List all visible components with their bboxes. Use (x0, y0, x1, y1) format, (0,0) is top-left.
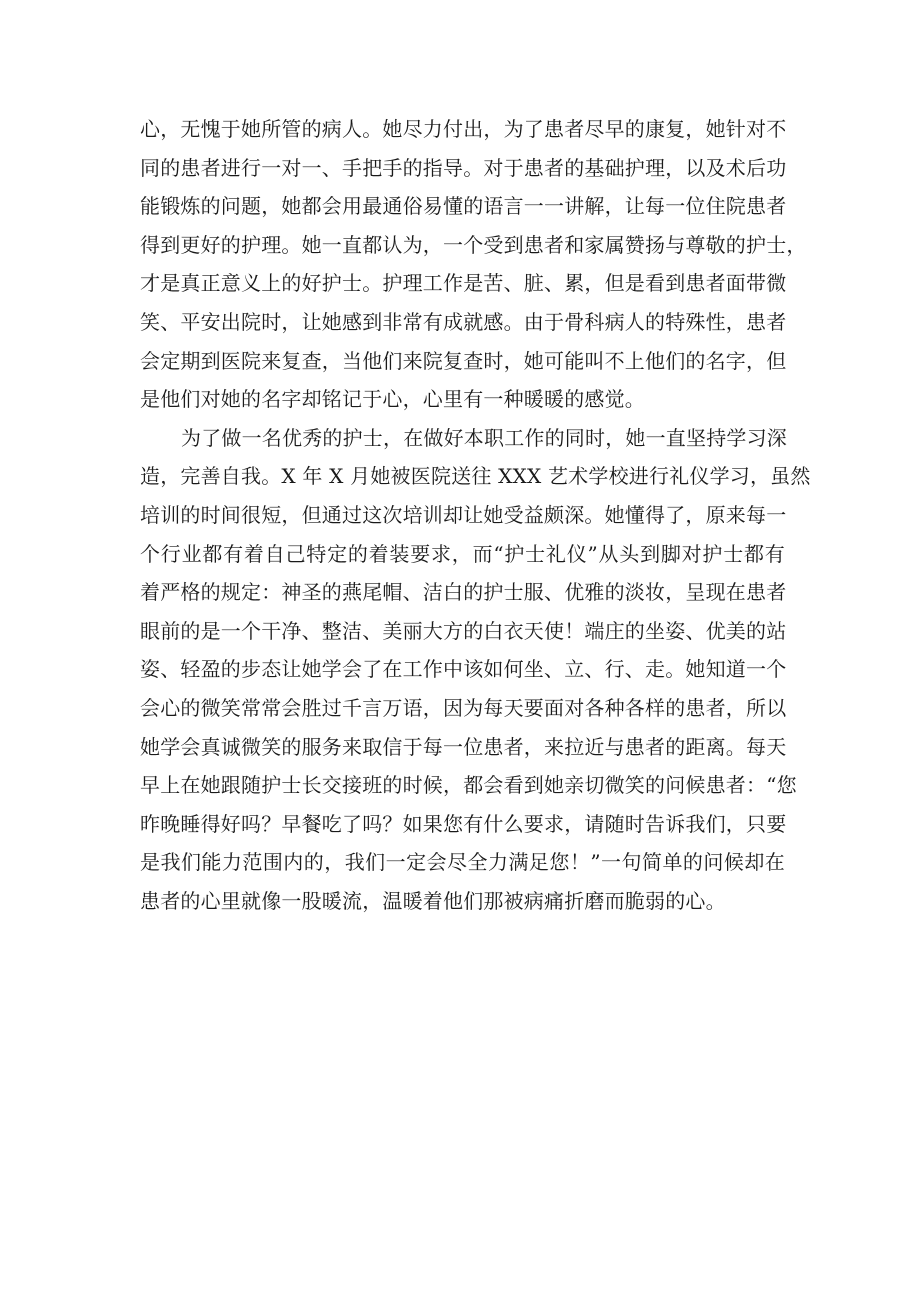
paragraph-line: 同的患者进行一对一、手把手的指导。对于患者的基础护理，以及术后功 (140, 155, 787, 180)
paragraph-line: 心，无愧于她所管的病人。她尽力付出，为了患者尽早的康复，她针对不 (140, 117, 787, 141)
paragraph-line: 是我们能力范围内的，我们一定会尽全力满足您！”一句简单的问候却在 (140, 850, 785, 875)
paragraph-line: 着严格的规定：神圣的燕尾帽、洁白的护士服、优雅的淡妆，呈现在患者 (140, 580, 787, 605)
paragraph-line: 姿、轻盈的步态让她学会了在工作中该如何坐、立、行、走。她知道一个 (140, 657, 787, 682)
paragraph-line: 早上在她跟随护士长交接班的时候，都会看到她亲切微笑的问候患者：“您 (140, 773, 797, 798)
paragraph-line: 造，完善自我。X 年 X 月她被医院送往 XXX 艺术学校进行礼仪学习，虽然 (140, 464, 811, 489)
paragraph-line: 会定期到医院来复查，当他们来院复查时，她可能叫不上他们的名字，但 (140, 348, 787, 373)
paragraph-line: 能锻炼的问题，她都会用最通俗易懂的语言一一讲解，让每一位住院患者 (140, 194, 787, 219)
paragraph-line: 眼前的是一个干净、整洁、美丽大方的白衣天使！端庄的坐姿、优美的站 (140, 618, 787, 643)
paragraph-line: 培训的时间很短，但通过这次培训却让她受益颇深。她懂得了，原来每一 (140, 502, 787, 527)
document-body (140, 110, 811, 920)
paragraph-2 (140, 419, 811, 921)
paragraph-line: 才是真正意义上的好护士。护理工作是苦、脏、累，但是看到患者面带微 (140, 271, 787, 296)
paragraph-line: 个行业都有着自己特定的着装要求，而“护士礼仪”从头到脚对护士都有 (140, 541, 785, 566)
paragraph-line: 患者的心里就像一股暖流，温暖着他们那被病痛折磨而脆弱的心。 (140, 888, 726, 913)
paragraph-line: 是他们对她的名字却铭记于心，心里有一种暖暖的感觉。 (140, 387, 645, 412)
paragraph-line: 会心的微笑常常会胜过千言万语，因为每天要面对各种各样的患者，所以 (140, 695, 787, 720)
paragraph-first-line: 为了做一名优秀的护士，在做好本职工作的同时，她一直坚持学习深 (181, 425, 787, 450)
paragraph-line: 她学会真诚微笑的服务来取信于每一位患者，来拉近与患者的距离。每天 (140, 734, 787, 759)
paragraph-line: 笑、平安出院时，让她感到非常有成就感。由于骨科病人的特殊性，患者 (140, 309, 787, 334)
paragraph-line: 得到更好的护理。她一直都认为，一个受到患者和家属赞扬与尊敬的护士， (140, 232, 807, 257)
paragraph-1 (140, 110, 807, 419)
paragraph-line: 昨晚睡得好吗？早餐吃了吗？如果您有什么要求，请随时告诉我们，只要 (140, 811, 787, 836)
